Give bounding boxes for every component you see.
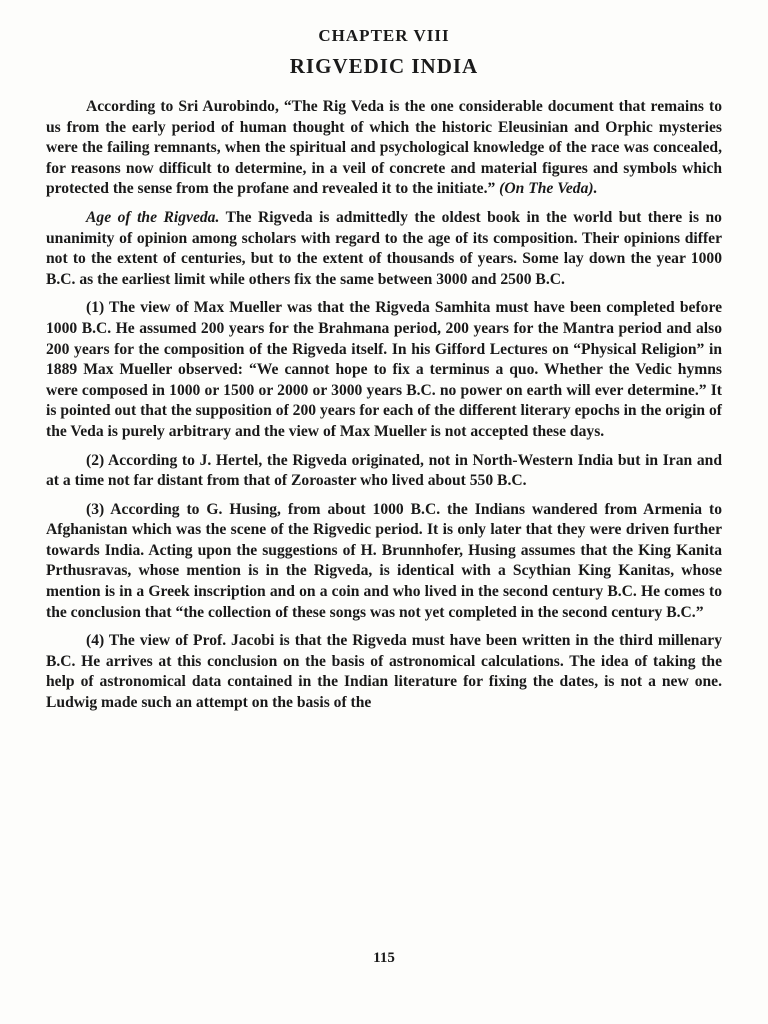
paragraph-2: [46, 208, 722, 290]
paragraph-1: [46, 97, 722, 200]
paragraph-5: (3) According to G. Husing, from about 1000 B.C. the Indians wandered from Armenia to Afghanistan which was the scene of the Rigvedic period. It is only later that they were driven further towards India. Acting upon the suggestions of H. Brunnhofer, Husing assumes that the King Kanita Prthusravas, whose mention is in the Rigveda, is identical with a Scythian King Kanitas, whose mention is in a Greek inscription and on a coin and who lived in the second century B.C. He comes to the conclusion that “the collection of these songs was not yet completed in the second century B.C.”: [46, 500, 722, 621]
paragraph-3: (1) The view of Max Mueller was that the Rigveda Samhita must have been completed before 1000 B.C. He assumed 200 years for the Brahmana period, 200 years for the Mantra period and also 200 years for the composition of the Rigveda itself. In his Gifford Lectures on “Physical Religion” in 1889 Max Mueller observed: “We cannot hope to fix a terminus a quo. Whether the Vedic hymns were composed in 1000 or 1500 or 2000 or 3000 years B.C. no power on earth will ever determine.” It is pointed out that the supposition of 200 years for each of the different literary epochs in the origin of the Veda is purely arbitrary and the view of Max Mueller is not accepted these days.: [46, 299, 722, 440]
paragraph-1-source: (On The Veda).: [499, 180, 598, 198]
page-number: 115: [373, 950, 395, 966]
paragraph-2-text: The Rigveda is admittedly the oldest book in the world but there is no unanimity of opinion among scholars with regard to the age of its composition. Their opinions differ not to the extent of centuries, but to the extent of thousands of years. Some lay down the year 1000 B.C. as the earliest limit while others fix the same between 3000 and 2500 B.C.: [46, 208, 722, 288]
paragraph-2-lead: Age of the Rigveda.: [86, 208, 220, 226]
paragraph-1-text: According to Sri Aurobindo, “The Rig Veda is the one considerable document that remains to us from the early period of human thought of which the historic Eleusinian and Orphic mysteries were the failing remnants, when the spiritual and psychological knowledge of the race was concealed, for reasons now difficult to determine, in a veil of concrete and material figures and symbols which protected the sense from the profane and revealed it to the initiate.”: [46, 98, 722, 198]
paragraph-6: (4) The view of Prof. Jacobi is that the Rigveda must have been written in the third millenary B.C. He arrives at this conclusion on the basis of astronomical calculations. The idea of taking the help of astronomical data contained in the Indian literature for fixing the dates, is not a new one. Ludwig made such an attempt on the basis of the: [46, 632, 722, 712]
paragraph-4: (2) According to J. Hertel, the Rigveda originated, not in North-Western India but in Iran and at a time not far distant from that of Zoroaster who lived about 550 B.C.: [46, 451, 722, 490]
chapter-heading: CHAPTER VIII: [318, 26, 450, 45]
chapter-title: RIGVEDIC INDIA: [289, 54, 479, 78]
